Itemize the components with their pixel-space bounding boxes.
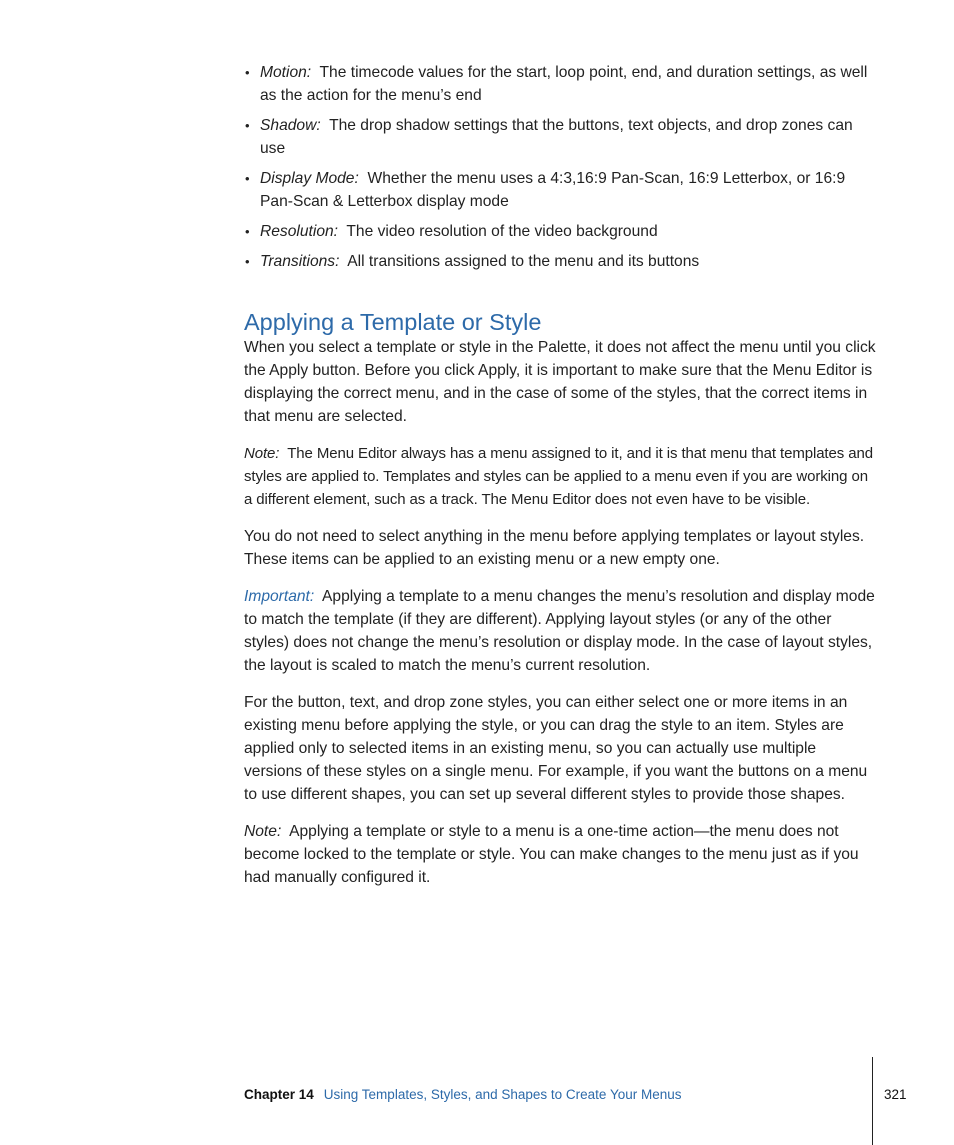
note-text: The Menu Editor always has a menu assigned to it, and it is that menu that templates and styles are applied to. Templates and styles can be applied to a menu even if you are working on a different element, such as a track. The Menu Editor does not even have to be visible. (244, 445, 873, 508)
bullet-text: Whether the menu uses a 4:3,16:9 Pan-Scan, 16:9 Letterbox, or 16:9 Pan-Scan & Letterbox display mode (260, 170, 846, 210)
bullet-term: Transitions: (260, 253, 340, 270)
bullet-term: Resolution: (260, 223, 339, 240)
important-label: Important: (244, 588, 315, 605)
bullet-dot-icon: • (245, 65, 250, 80)
page-footer (244, 1086, 682, 1104)
bullet-dot-icon: • (245, 224, 250, 239)
list-item (244, 61, 876, 107)
bullet-term: Shadow: (260, 117, 321, 134)
bullet-list (244, 61, 876, 273)
note-paragraph (244, 820, 876, 889)
bullet-dot-icon: • (245, 118, 250, 133)
bullet-dot-icon: • (245, 171, 250, 186)
note-label: Note: (244, 823, 282, 840)
bullet-term: Display Mode: (260, 170, 359, 187)
page-number: 321 (884, 1087, 907, 1102)
important-text: Applying a template to a menu changes the menu’s resolution and display mode to match the template (if they are different). Applying layout styles (or any of the other styles) does not change the menu’s resolution or display mode. In the case of layout styles, the layout is scaled to match the menu’s current resolution. (244, 588, 875, 674)
bullet-term: Motion: (260, 64, 312, 81)
list-item (244, 220, 876, 243)
bullet-text: The video resolution of the video background (346, 223, 658, 240)
body-paragraph: You do not need to select anything in the menu before applying templates or layout styles. These items can be applied to an existing menu or a new empty one. (244, 528, 865, 568)
bullet-text: All transitions assigned to the menu and its buttons (347, 253, 700, 270)
section-title: Applying a Template or Style (244, 309, 542, 335)
bullet-dot-icon: • (245, 254, 250, 269)
note-paragraph (244, 442, 876, 511)
chapter-label: Chapter 14 (244, 1087, 314, 1102)
list-item (244, 167, 876, 213)
note-label: Note: (244, 445, 280, 462)
note-text: Applying a template or style to a menu is a one-time action—the menu does not become locked to the template or style. You can make changes to the menu just as if you had manually configured it. (244, 823, 859, 886)
important-paragraph (244, 585, 876, 677)
bullet-text: The drop shadow settings that the buttons, text objects, and drop zones can use (260, 117, 853, 157)
bullet-text: The timecode values for the start, loop point, end, and duration settings, as well as the action for the menu’s end (260, 64, 868, 104)
list-item (244, 250, 876, 273)
list-item (244, 114, 876, 160)
intro-paragraph: When you select a template or style in the Palette, it does not affect the menu until you click the Apply button. Before you click Apply, it is important to make sure that the Menu Editor is displaying the correct menu, and in the case of some of the styles, that the correct items in that menu are selected. (244, 339, 876, 425)
footer-divider (872, 1057, 873, 1145)
body-paragraph: For the button, text, and drop zone styles, you can either select one or more items in an existing menu before applying the style, or you can drag the style to an item. Styles are applied only to selected items in an existing menu, so you can actually use multiple versions of these styles on a single menu. For example, if you want the buttons on a menu to use different shapes, you can set up several different styles to provide those shapes. (244, 694, 868, 803)
chapter-title-link[interactable]: Using Templates, Styles, and Shapes to Create Your Menus (323, 1087, 682, 1102)
page-content (244, 61, 876, 903)
